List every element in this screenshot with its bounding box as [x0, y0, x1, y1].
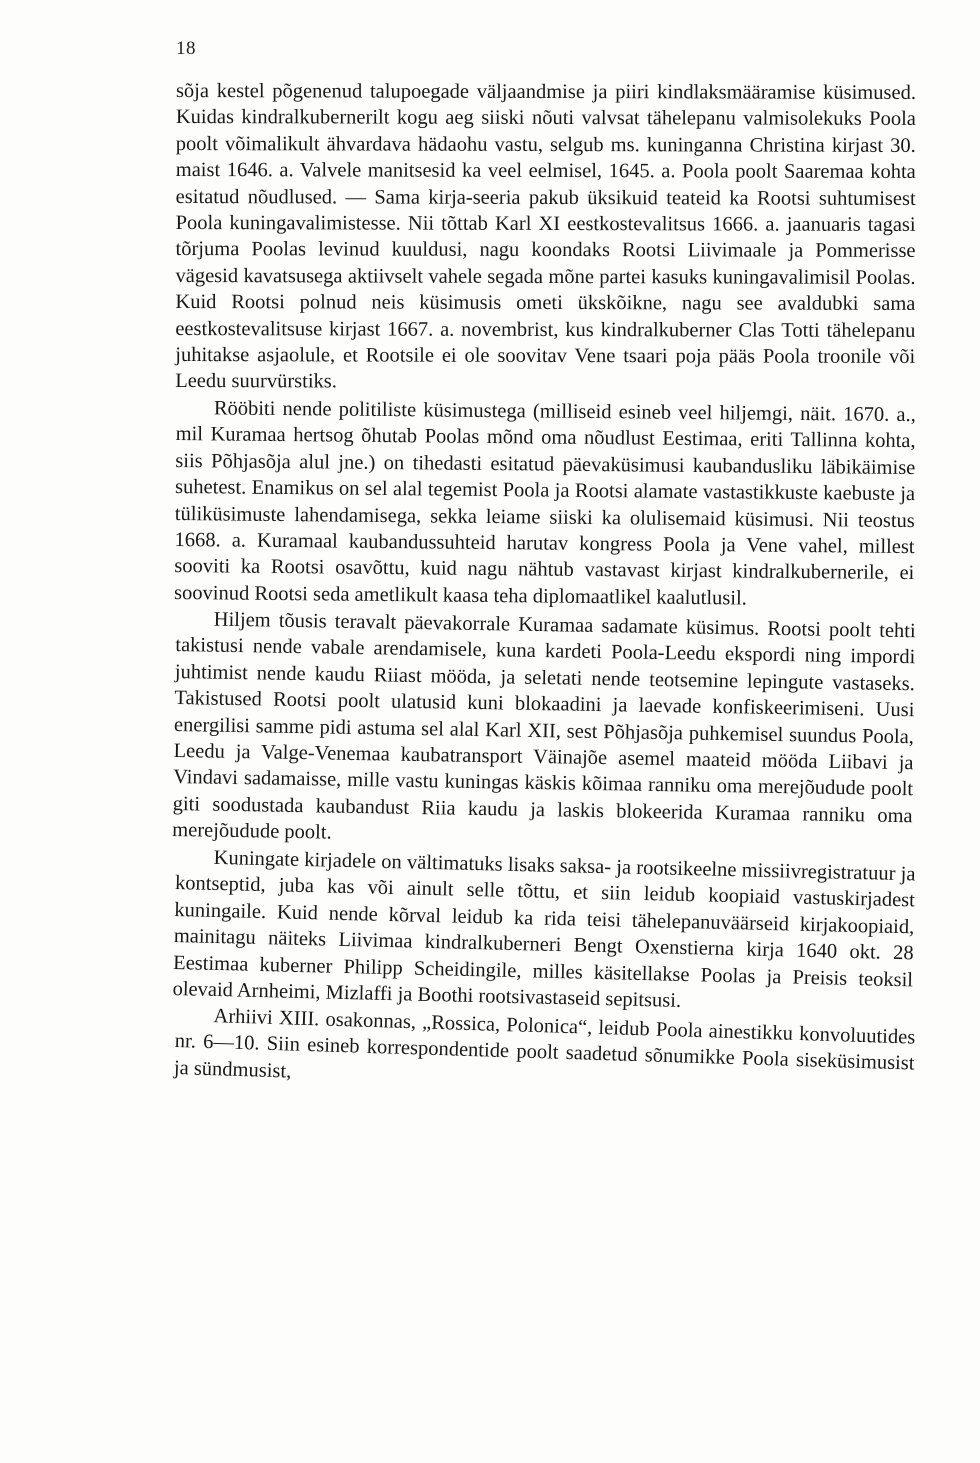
page-number: 18 [176, 38, 196, 59]
paragraph: sõja kestel põgenenud talupoegade väljaandmise ja piiri kindlaksmääramise küsimused. Kuidas kindralkubernerilt kogu aeg siiski nõuti valvsat tähelepanu valmisolekuks Poola poolt võimalikult ähvardava hädaohu vastu, selgub ms. kuninganna Christina kirjast 30. maist 1646. a. Valvele manitsesid ka veel eelmisel, 1645. a. Poola poolt Saaremaa kohta esitatud nõudlused. — Sama kirja-seeria pakub üksikuid teateid ka Rootsi suhtumisest Poola kuningavalimistesse. Nii tõttab Karl XI eestkostevalitsus 1666. a. jaanuaris tagasi tõrjuma Poolas levinud kuuldusi, nagu koondaks Rootsi Liivimaale ja Pommerisse vägesid kavatsusega aktiivselt vahele segada mõne partei kasuks kuningavalimisil Poolas. Kuid Rootsi polnud neis küsimusis ometi ükskõikne, nagu see avaldubki sama eestkostevalitsuse kirjast 1667. a. novembrist, kus kindralkuberner Clas Totti tähelepanu juhitakse asjaolule, et Rootsile ei ole soovitav Vene tsaari poja pääs Poola troonile või Leedu suurvürstiks. [175, 79, 916, 393]
paragraph: Kuningate kirjadele on vältimatuks lisaks saksa- ja rootsikeelne missiivregistratuur ja kontseptid, juba kas või ainult selle tõttu, et siin leidub koopiaid vastuskirjadest kuningaile. Kuid nende kõrval leidub ka rida teisi tähelepanuväärseid kirjakoopiaid, mainitagu näiteks Liivimaa kindralkuberneri Bengt Oxenstierna kirja 1640 okt. 28 Eestimaa kuberner Philipp Scheidingile, milles käsitellakse Poolas ja Preisis teoksil olevaid Arnheimi, Mizlaffi ja Boothi rootsivastaseid sepitsusi. [172, 846, 916, 1012]
paragraph: Hiljem tõusis teravalt päevakorrale Kuramaa sadamate küsimus. Rootsi poolt tehti takistusi nende vabale arendamisele, kuna kardeti Poola-Leedu ekspordi ning impordi juhtimist nende kaudu Riiast mööda, ja seletati nende teotsemine lepingute vastaseks. Takistused Rootsi poolt ulatusid kuni blokaadini ja laevade konfiskeerimiseni. Uusi energilisi samme pidi astuma sel alal Karl XII, sest Põhjasõja puhkemisel suundus Poola, Leedu ja Valge-Venemaa kaubatransport Väinajõe asemel maateid mööda Liibavi ja Vindavi sadamaisse, mille vastu kuningas käskis kõimaa ranniku oma merejõudude poolt giti soodustada kaubandust Riia kaudu ja laskis blokeerida Kuramaa ranniku oma merejõudude poolt. [172, 608, 916, 844]
paragraph: Rööbiti nende politiliste küsimustega (milliseid esineb veel hiljemgi, näit. 1670. a., mil Kuramaa hertsog õhutab Poolas mõnd oma nõudlust Eestimaa, eriti Tallinna kohta, siis Põhjasõja alul jne.) on tihedasti esitatud päevaküsimusi kaubandusliku läbikäimise suhetest. Enamikus on sel alal tegemist Poola ja Rootsi alamate vastastikkuste kaebuste ja tüliküsimuste lahendamisega, sekka leiame siiski ka olulisemaid küsimusi. Nii teostus 1668. a. Kuramaal kaubandussuhteid harutav kongress Poola ja Vene vahel, millest sooviti ka Rootsi osavõttu, kuid nagu nähtub vastavast kirjast kindralkubernerile, ei soovinud Rootsi seda ametlikult kaasa teha diplomaatlikel kaalutlusil. [173, 397, 916, 610]
paragraph: Arhiivi XIII. osakonnas, „Rossica, Polonica“, leidub Poola ainestikku konvoluutides nr. 6—10. Siin esineb korrespondentide poolt saadetud sõnumikke Poola siseküsimusist ja sündmusist, [173, 1005, 916, 1083]
body-text [172, 78, 916, 1083]
